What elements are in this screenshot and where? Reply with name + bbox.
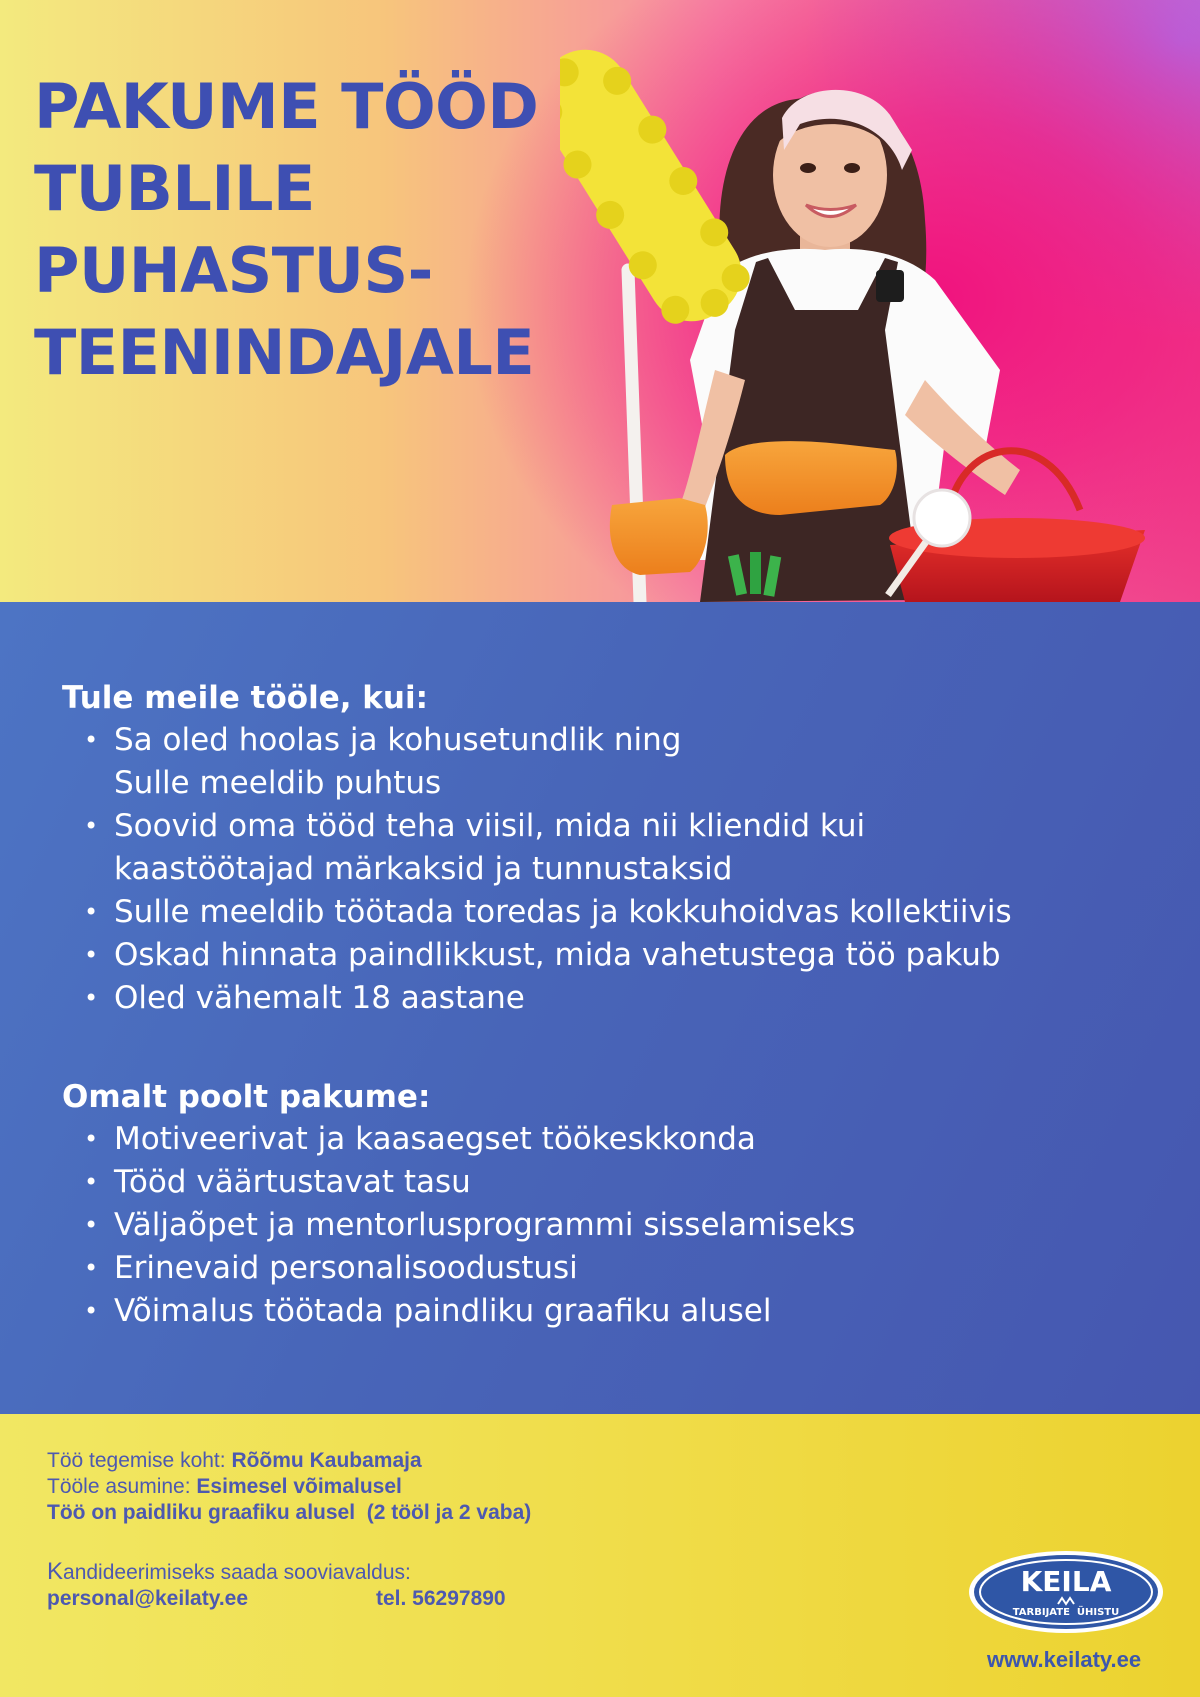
list-item-text: Võimalus töötada paindliku graafiku alusel (114, 1293, 772, 1329)
logo-subtitle: TARBIJATE ÜHISTU (1012, 1607, 1120, 1618)
list-item-text: Oled vähemalt 18 aastane (114, 980, 525, 1016)
list-item (84, 1247, 855, 1290)
list-item-text: Tööd väärtustavat tasu (114, 1164, 471, 1200)
list-item (84, 719, 1012, 805)
content-section (0, 602, 1200, 1414)
apply-initial: K (47, 1558, 64, 1585)
keila-logo (966, 1548, 1166, 1636)
bullet: • (84, 898, 99, 926)
apply-line (47, 1559, 411, 1586)
list-item-text: Sulle meeldib töötada toredas ja kokkuhoidvas kollektiivis (114, 894, 1012, 930)
list-item-text: Väljaõpet ja mentorlusprogrammi sisselamiseks (114, 1207, 856, 1243)
bullet: • (84, 984, 99, 1012)
bullet: • (84, 812, 99, 840)
cleaner-photo (560, 0, 1200, 602)
contact-line (47, 1586, 248, 1612)
bullet: • (84, 1297, 99, 1325)
bullet: • (84, 1254, 99, 1282)
bullet: • (84, 1168, 99, 1196)
list-item (84, 891, 1012, 934)
headline-line-2: TUBLILE (34, 152, 315, 225)
list-item-text: Motiveerivat ja kaasaegset töökeskkonda (114, 1121, 756, 1157)
requirements-title: Tule meile tööle, kui: (62, 680, 428, 716)
headline (34, 66, 538, 394)
start-value: Esimesel võimalusel (196, 1475, 402, 1498)
list-item-text: Oskad hinnata paindlikkust, mida vahetustega töö pakub (114, 937, 1001, 973)
list-item (84, 1204, 855, 1247)
list-item-text: kaastöötajad märkaksid ja tunnustaksid (114, 851, 733, 887)
list-item-text: Sa oled hoolas ja kohusetundlik ning (114, 722, 682, 758)
offers-list (84, 1118, 855, 1333)
website-link[interactable]: www.keilaty.ee (987, 1647, 1142, 1672)
offers-title: Omalt poolt pakume: (62, 1079, 431, 1115)
phone-link[interactable]: tel. 56297890 (376, 1587, 506, 1610)
location-line (47, 1448, 422, 1474)
list-item (84, 1161, 855, 1204)
logo-name: KEILA (1020, 1565, 1112, 1598)
schedule-text: Töö on paidliku graafiku alusel (2 tööl ja 2 vaba) (47, 1501, 532, 1524)
list-item (84, 805, 1012, 891)
hero-banner (0, 0, 1200, 602)
left-glove (610, 498, 708, 575)
headline-line-1: PAKUME TÖÖD (34, 70, 539, 143)
schedule-line (47, 1500, 531, 1526)
requirements-list (84, 719, 1012, 1020)
email-link[interactable]: personal@keilaty.ee (47, 1587, 249, 1610)
list-item-text: Erinevaid personalisoodustusi (114, 1250, 578, 1286)
list-item (84, 1290, 855, 1333)
list-item-text: Sulle meeldib puhtus (114, 765, 442, 801)
start-label: Tööle asumine: (47, 1475, 191, 1498)
bullet: • (84, 726, 99, 754)
bullet: • (84, 1125, 99, 1153)
list-item (84, 934, 1012, 977)
list-item-text: Soovid oma tööd teha viisil, mida nii kliendid kui (114, 808, 866, 844)
headline-line-4: TEENINDAJALE (34, 316, 535, 389)
bullet: • (84, 941, 99, 969)
right-glove (725, 441, 897, 515)
phone-line (376, 1586, 506, 1612)
bullet: • (84, 1211, 99, 1239)
list-item (84, 977, 1012, 1020)
headline-line-3: PUHASTUS- (34, 234, 433, 307)
location-value: Rõõmu Kaubamaja (231, 1449, 422, 1472)
apply-text: andideerimiseks saada sooviavaldus: (63, 1561, 411, 1584)
toilet-brush (914, 490, 970, 546)
list-item (84, 1118, 855, 1161)
start-line (47, 1474, 402, 1500)
location-label: Töö tegemise koht: (47, 1449, 226, 1472)
